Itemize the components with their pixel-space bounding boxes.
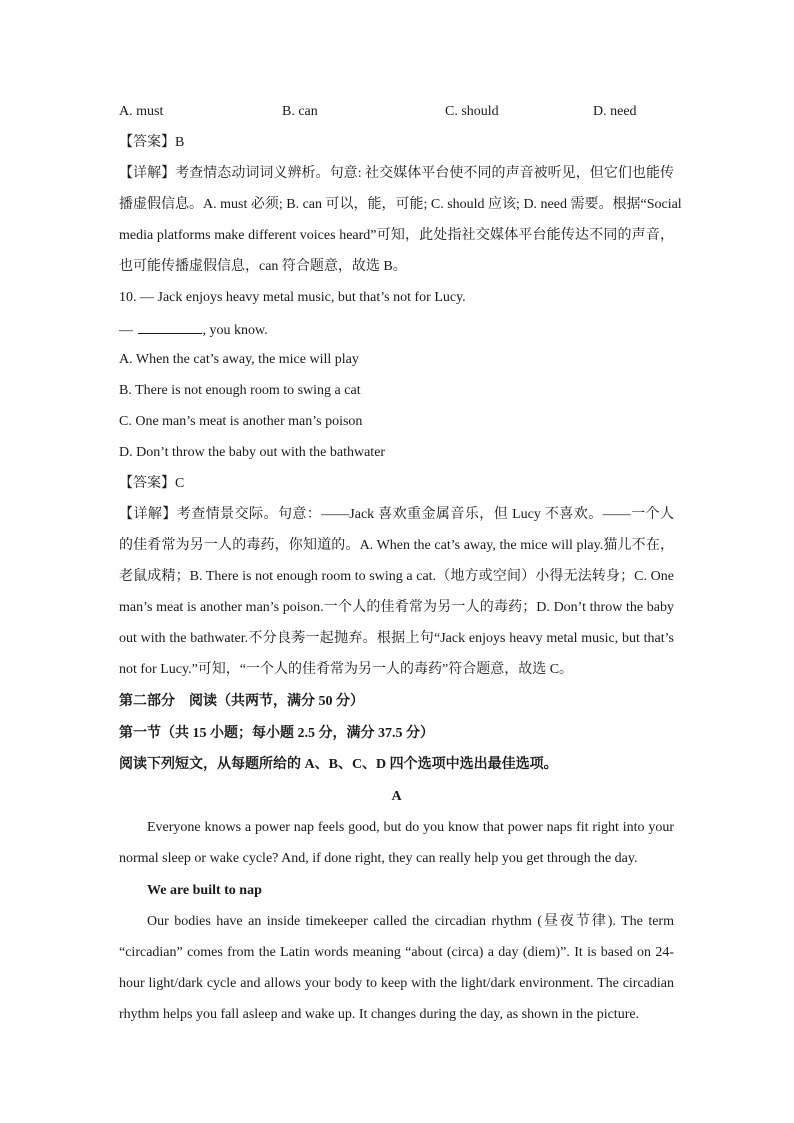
q10-reply-dash: — bbox=[119, 323, 133, 338]
q10-explanation-line: not for Lucy.”可知，“一个人的佳肴常为另一人的毒药”符合题意，故选 C。 bbox=[119, 662, 574, 677]
q9-option-c: C. should bbox=[445, 104, 499, 119]
q10-explanation-line: 老鼠成精；B. There is not enough room to swing a cat.（地方或空间）小得无法转身；C. One bbox=[119, 569, 674, 584]
q10-explanation-line: 【详解】考查情景交际。句意：——Jack 喜欢重金属音乐，但 Lucy 不喜欢。——一个人 bbox=[119, 507, 674, 522]
passage-paragraph-line: Our bodies have an inside timekeeper called the circadian rhythm (昼夜节律). The term bbox=[147, 914, 674, 929]
q10-option-a: A. When the cat’s away, the mice will play bbox=[119, 352, 359, 367]
passage-heading: We are built to nap bbox=[147, 883, 262, 898]
q10-answer-blank bbox=[138, 319, 202, 334]
passage-paragraph-line: normal sleep or wake cycle? And, if done right, they can really help you get through the day. bbox=[119, 851, 638, 866]
passage-paragraph-line: “circadian” comes from the Latin words meaning “about (circa) a day (diem)”. It is based on 24- bbox=[119, 945, 674, 960]
q9-option-b: B. can bbox=[282, 104, 318, 119]
q10-option-c: C. One man’s meat is another man’s poison bbox=[119, 414, 363, 429]
subsection-title: 第一节（共 15 小题；每小题 2.5 分，满分 37.5 分） bbox=[119, 726, 434, 741]
q10-reply-suffix: , you know. bbox=[202, 323, 268, 338]
q9-answer: 【答案】B bbox=[119, 135, 185, 150]
part-title: 第二部分 阅读（共两节，满分 50 分） bbox=[119, 694, 364, 709]
passage-paragraph-line: Everyone knows a power nap feels good, but do you know that power naps fit right into your bbox=[147, 820, 674, 835]
q9-explanation-line: 【详解】考查情态动词词义辨析。句意: 社交媒体平台使不同的声音被听见，但它们也能传 bbox=[119, 166, 674, 181]
q9-explanation-line: 播虚假信息。A. must 必须; B. can 可以，能，可能; C. should 应该; D. need 需要。根据“Social bbox=[119, 197, 682, 212]
q10-reply bbox=[119, 319, 674, 341]
passage-label: A bbox=[391, 789, 402, 804]
reading-instruction: 阅读下列短文，从每题所给的 A、B、C、D 四个选项中选出最佳选项。 bbox=[119, 757, 558, 772]
q10-explanation-line: out with the bathwater.不分良莠一起抛弃。根据上句“Jack enjoys heavy metal music, but that’s bbox=[119, 631, 674, 646]
q9-option-a: A. must bbox=[119, 104, 164, 119]
q10-stem: 10. — Jack enjoys heavy metal music, but that’s not for Lucy. bbox=[119, 290, 466, 305]
q10-option-d: D. Don’t throw the baby out with the bathwater bbox=[119, 445, 386, 460]
q9-explanation-line: 也可能传播虚假信息，can 符合题意，故选 B。 bbox=[119, 259, 407, 274]
passage-paragraph-line: rhythm helps you fall asleep and wake up. It changes during the day, as shown in the picture. bbox=[119, 1007, 640, 1022]
q9-explanation-line: media platforms make different voices heard”可知，此处指社交媒体平台能传达不同的声音， bbox=[119, 228, 674, 243]
q10-option-b: B. There is not enough room to swing a cat bbox=[119, 383, 361, 398]
q10-explanation-line: man’s meat is another man’s poison.一个人的佳肴常为另一人的毒药；D. Don’t throw the baby bbox=[119, 600, 674, 615]
q9-option-d: D. need bbox=[593, 104, 637, 119]
q10-explanation-line: 的佳肴常为另一人的毒药，你知道的。A. When the cat’s away, the mice will play.猫儿不在， bbox=[119, 538, 674, 553]
q10-answer: 【答案】C bbox=[119, 476, 185, 491]
passage-paragraph-line: hour light/dark cycle and allows your body to keep with the light/dark environment. The circadian bbox=[119, 976, 674, 991]
